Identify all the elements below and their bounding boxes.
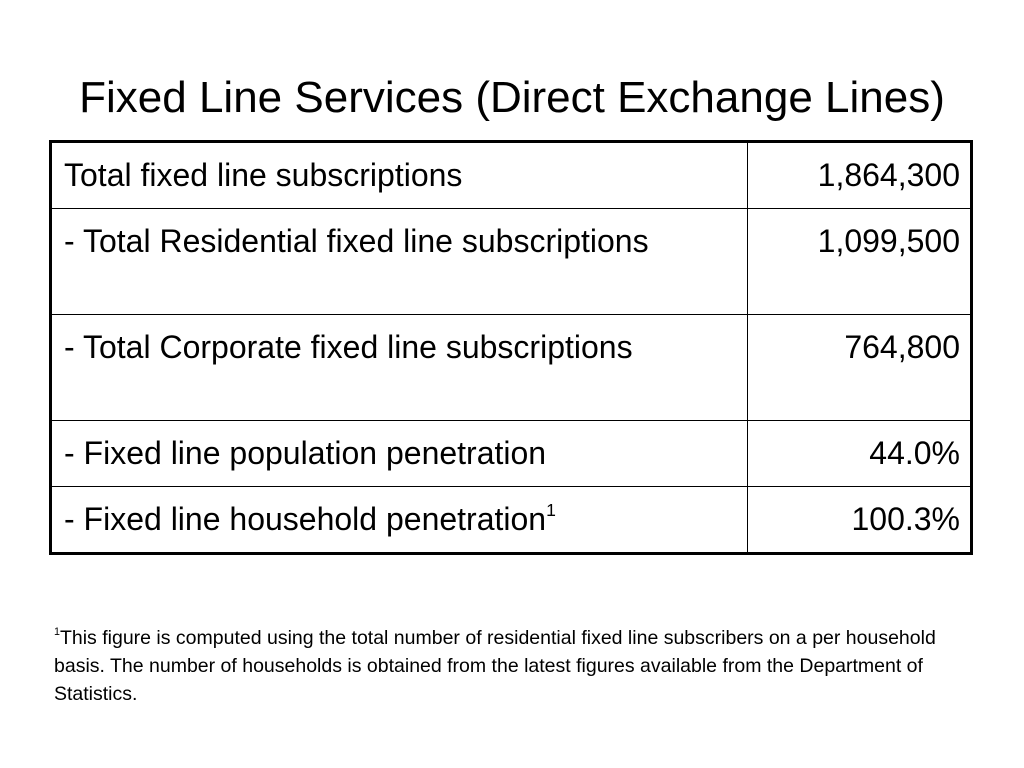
row-value: 764,800 xyxy=(748,315,972,421)
footnote xyxy=(54,624,954,708)
footnote-reference: 1 xyxy=(546,499,556,520)
table-row xyxy=(51,487,972,554)
table-row xyxy=(51,209,972,315)
table-row xyxy=(51,315,972,421)
row-value: 44.0% xyxy=(748,421,972,487)
row-value: 100.3% xyxy=(748,487,972,554)
row-label: - Fixed line population penetration xyxy=(51,421,748,487)
row-label: Total fixed line subscriptions xyxy=(51,142,748,209)
subscriptions-table xyxy=(49,140,973,555)
row-label: - Total Residential fixed line subscriptions xyxy=(51,209,748,315)
row-label-with-footnote xyxy=(51,487,748,554)
footnote-marker: 1 xyxy=(54,625,60,638)
row-label: - Total Corporate fixed line subscriptions xyxy=(51,315,748,421)
table-row xyxy=(51,142,972,209)
footnote-text: This figure is computed using the total number of residential fixed line subscribers on a per household basis. The number of households is obtained from the latest figures available from the Department of Statistics. xyxy=(54,627,936,705)
row-value: 1,099,500 xyxy=(748,209,972,315)
row-label-text: - Fixed line household penetration xyxy=(64,501,547,537)
table-row xyxy=(51,421,972,487)
row-value: 1,864,300 xyxy=(748,142,972,209)
slide-title: Fixed Line Services (Direct Exchange Lines) xyxy=(79,73,945,122)
